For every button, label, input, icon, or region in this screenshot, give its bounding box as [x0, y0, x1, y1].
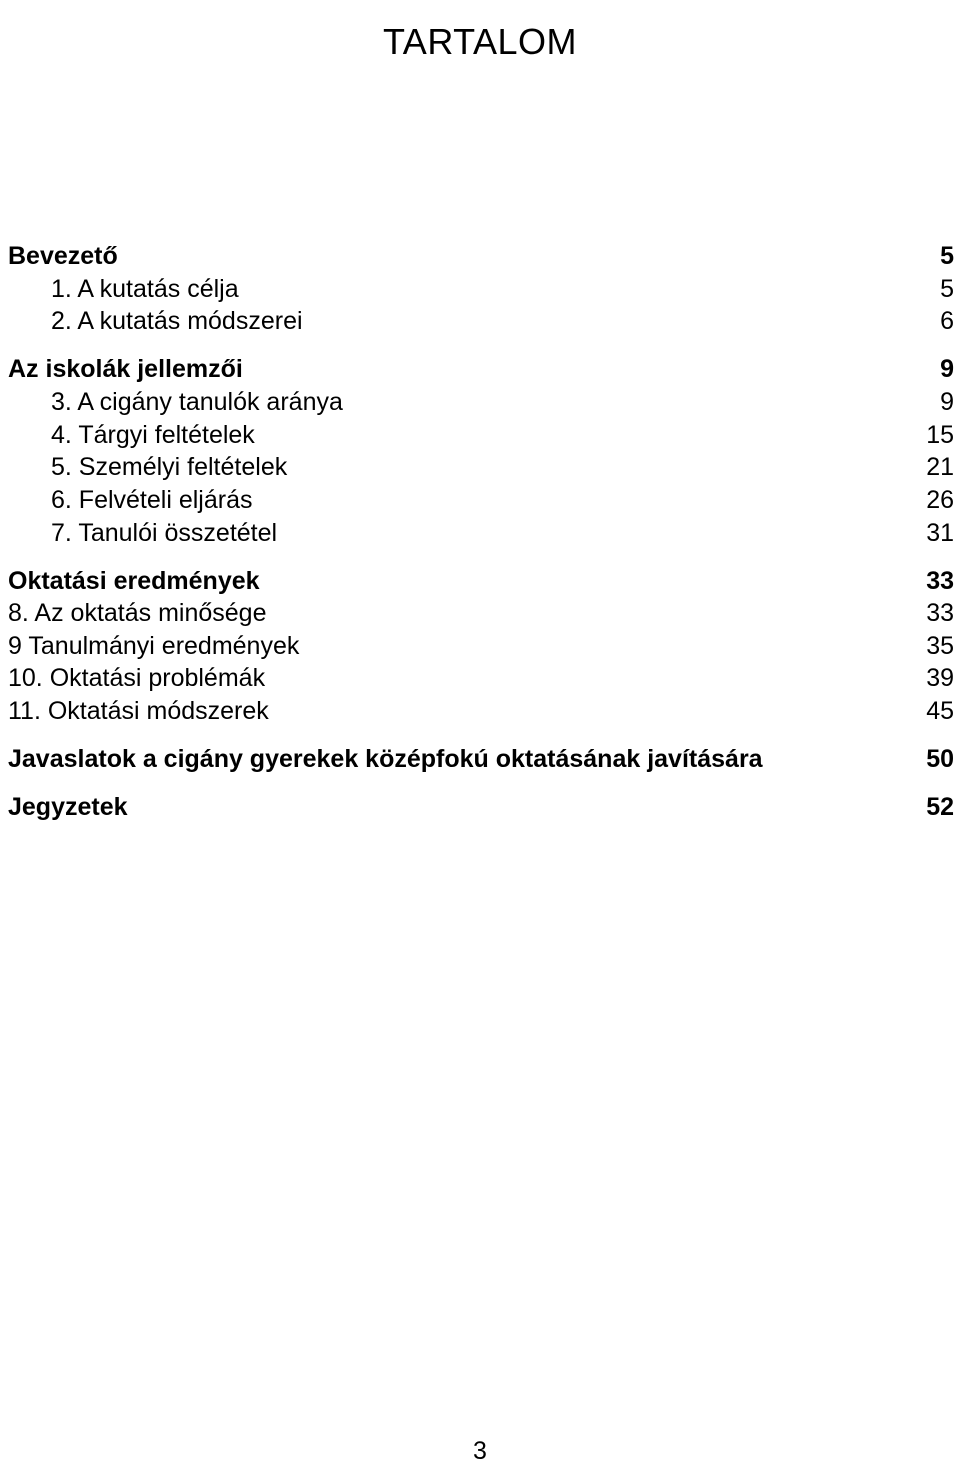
- toc-entry-bevezeto: [8, 241, 954, 271]
- toc-entry-label: 5. Személyi feltételek: [51, 453, 288, 481]
- toc-entry-page: 35: [926, 632, 954, 660]
- toc-entry-iskolak-jellemzoi: [8, 354, 954, 384]
- page-title: TARTALOM: [382, 21, 578, 62]
- toc-entry-oktatasi-problemak: [8, 663, 954, 693]
- toc-entry-kutatas-modszerei: [8, 306, 954, 336]
- toc-entry-page: 9: [940, 388, 954, 416]
- toc-entry-label: 4. Tárgyi feltételek: [51, 421, 255, 449]
- toc-entry-jegyzetek: [8, 792, 954, 822]
- toc-entry-label: 11. Oktatási módszerek: [8, 697, 269, 725]
- toc-entry-page: 45: [926, 697, 954, 725]
- toc-entry-label: Javaslatok a cigány gyerekek középfokú oktatásának javítására: [8, 745, 763, 773]
- toc-entry-label: Bevezető: [8, 242, 118, 270]
- toc-entry-targyi-feltetelek: [8, 420, 954, 450]
- toc-entry-page: 6: [940, 307, 954, 335]
- toc-entry-label: 1. A kutatás célja: [51, 275, 239, 303]
- toc-entry-label: 8. Az oktatás minősége: [8, 599, 267, 627]
- toc-entry-page: 39: [926, 664, 954, 692]
- toc-entry-tanuloi-osszetetel: [8, 518, 954, 548]
- toc-entry-oktatas-minosege: [8, 598, 954, 628]
- toc-entry-label: Az iskolák jellemzői: [8, 355, 243, 383]
- toc-entry-felveteli-eljaras: [8, 485, 954, 515]
- toc-entry-page: 21: [926, 453, 954, 481]
- toc-entry-kutatas-celja: [8, 274, 954, 304]
- toc-entry-javaslatok: [8, 744, 954, 774]
- toc-entry-page: 5: [940, 242, 954, 270]
- toc-entry-page: 33: [926, 567, 954, 595]
- toc-entry-page: 26: [926, 486, 954, 514]
- toc-entry-page: 9: [940, 355, 954, 383]
- toc-entry-label: 7. Tanulói összetétel: [51, 519, 278, 547]
- toc-entry-label: 3. A cigány tanulók aránya: [51, 388, 343, 416]
- toc-entry-page: 50: [926, 745, 954, 773]
- toc-entry-label: 6. Felvételi eljárás: [51, 486, 253, 514]
- toc-entry-page: 5: [940, 275, 954, 303]
- toc-entry-page: 52: [926, 793, 954, 821]
- toc-entry-label: Jegyzetek: [8, 793, 128, 821]
- toc-entry-cigany-tanulok-aranya: [8, 387, 954, 417]
- toc-entry-page: 31: [926, 519, 954, 547]
- toc-entry-oktatasi-modszerek: [8, 696, 954, 726]
- toc-entry-label: 2. A kutatás módszerei: [51, 307, 303, 335]
- toc-entry-label: Oktatási eredmények: [8, 567, 260, 595]
- toc-entry-label: 9 Tanulmányi eredmények: [8, 632, 300, 660]
- toc-entry-szemelyi-feltetelek: [8, 452, 954, 482]
- toc-entry-page: 33: [926, 599, 954, 627]
- toc-entry-tanulmanyi-eredmenyek: [8, 631, 954, 661]
- toc-entry-label: 10. Oktatási problémák: [8, 664, 266, 692]
- toc-entry-page: 15: [926, 421, 954, 449]
- toc-entry-oktatasi-eredmenyek: [8, 566, 954, 596]
- page-number: 3: [473, 1437, 487, 1465]
